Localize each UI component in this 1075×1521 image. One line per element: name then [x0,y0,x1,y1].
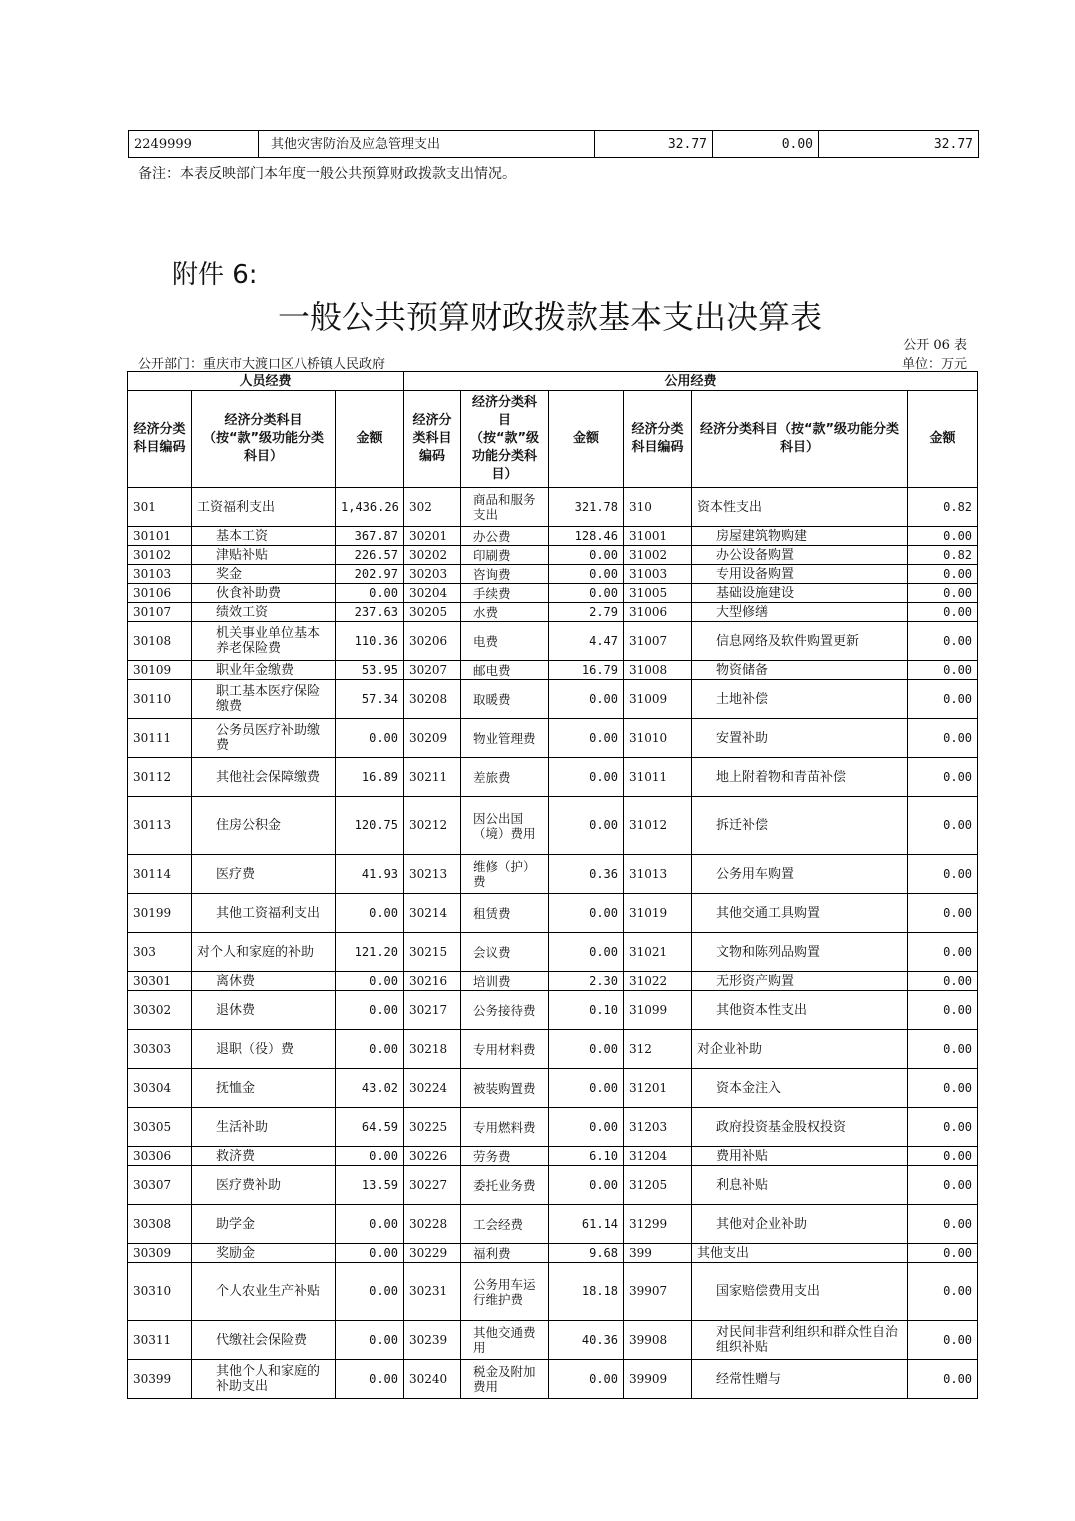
cell-amount-a: 0.00 [336,1360,404,1399]
cell-code-a: 30302 [128,991,192,1030]
cell-name-b: 专用材料费 [461,1030,549,1069]
cell-amount-c: 0.00 [908,1147,978,1166]
prev-value-2: 0.00 [713,131,819,158]
cell-name-c: 房屋建筑物购建 [692,527,908,546]
cell-name-b: 工会经费 [461,1205,549,1244]
prev-value-3: 32.77 [819,131,979,158]
cell-amount-a: 41.93 [336,855,404,894]
cell-name-a: 其他社会保障缴费 [192,758,336,797]
cell-name-a: 公务员医疗补助缴费 [192,719,336,758]
cell-code-a: 30305 [128,1108,192,1147]
col-amount-a: 金额 [336,391,404,488]
cell-code-b: 30226 [404,1147,461,1166]
cell-name-a: 津贴补贴 [192,546,336,565]
cell-code-c: 31007 [624,622,692,661]
table-row [128,894,978,933]
cell-code-b: 30231 [404,1263,461,1321]
col-code-c: 经济分类科目编码 [624,391,692,488]
cell-name-b: 取暖费 [461,680,549,719]
cell-code-a: 30308 [128,1205,192,1244]
group-public: 公用经费 [404,372,978,391]
cell-name-a: 个人农业生产补贴 [192,1263,336,1321]
cell-code-c: 31099 [624,991,692,1030]
cell-code-c: 31011 [624,758,692,797]
cell-name-b: 维修（护）费 [461,855,549,894]
cell-amount-c: 0.00 [908,1321,978,1360]
cell-code-a: 30307 [128,1166,192,1205]
cell-code-c: 31203 [624,1108,692,1147]
cell-name-a: 绩效工资 [192,603,336,622]
cell-amount-c: 0.00 [908,1263,978,1321]
cell-code-c: 31010 [624,719,692,758]
cell-amount-b: 2.30 [549,972,624,991]
attachment-label: 附件 6: [172,260,258,290]
cell-name-a: 基本工资 [192,527,336,546]
cell-amount-a: 0.00 [336,894,404,933]
table-row [128,972,978,991]
table-row [128,680,978,719]
cell-code-b: 30205 [404,603,461,622]
table-row [128,1069,978,1108]
cell-code-c: 31021 [624,933,692,972]
cell-amount-c: 0.00 [908,1030,978,1069]
cell-amount-b: 16.79 [549,661,624,680]
cell-code-b: 30218 [404,1030,461,1069]
cell-name-c: 安置补助 [692,719,908,758]
cell-amount-c: 0.00 [908,719,978,758]
cell-amount-b: 0.10 [549,991,624,1030]
cell-name-b: 公务用车运行维护费 [461,1263,549,1321]
page-title: 一般公共预算财政拨款基本支出决算表 [277,298,822,336]
cell-code-c: 399 [624,1244,692,1263]
cell-name-c: 其他支出 [692,1244,908,1263]
cell-code-c: 31022 [624,972,692,991]
table-row [129,131,979,158]
cell-name-b: 咨询费 [461,565,549,584]
cell-code-a: 301 [128,488,192,527]
cell-name-b: 印刷费 [461,546,549,565]
cell-code-c: 31204 [624,1147,692,1166]
cell-name-b: 物业管理费 [461,719,549,758]
cell-code-b: 30239 [404,1321,461,1360]
cell-amount-b: 0.00 [549,933,624,972]
cell-code-b: 30212 [404,797,461,855]
col-name-c: 经济分类科目（按“款”级功能分类科目） [692,391,908,488]
cell-name-c: 其他交通工具购置 [692,894,908,933]
cell-name-a: 医疗费补助 [192,1166,336,1205]
cell-amount-a: 57.34 [336,680,404,719]
cell-amount-c: 0.00 [908,797,978,855]
cell-amount-b: 2.79 [549,603,624,622]
col-amount-c: 金额 [908,391,978,488]
cell-name-a: 住房公积金 [192,797,336,855]
cell-name-b: 因公出国（境）费用 [461,797,549,855]
table-row [128,797,978,855]
table-row [128,1321,978,1360]
cell-name-a: 退职（役）费 [192,1030,336,1069]
cell-name-a: 其他工资福利支出 [192,894,336,933]
cell-name-c: 费用补贴 [692,1147,908,1166]
cell-name-a: 救济费 [192,1147,336,1166]
cell-amount-b: 61.14 [549,1205,624,1244]
cell-code-c: 310 [624,488,692,527]
cell-amount-b: 0.00 [549,797,624,855]
cell-code-a: 30301 [128,972,192,991]
previous-table-tail [128,130,979,158]
table-row [128,991,978,1030]
cell-amount-b: 40.36 [549,1321,624,1360]
cell-name-b: 会议费 [461,933,549,972]
cell-amount-c: 0.00 [908,527,978,546]
cell-code-b: 30203 [404,565,461,584]
cell-name-b: 手续费 [461,584,549,603]
table-row [128,1244,978,1263]
cell-amount-b: 0.00 [549,1030,624,1069]
cell-name-c: 利息补贴 [692,1166,908,1205]
cell-amount-c: 0.00 [908,584,978,603]
cell-name-b: 劳务费 [461,1147,549,1166]
table-row [128,1108,978,1147]
cell-amount-c: 0.00 [908,603,978,622]
cell-code-b: 30213 [404,855,461,894]
cell-code-a: 30114 [128,855,192,894]
cell-code-a: 30103 [128,565,192,584]
cell-name-c: 拆迁补偿 [692,797,908,855]
cell-amount-c: 0.00 [908,565,978,584]
cell-code-c: 39907 [624,1263,692,1321]
cell-name-b: 办公费 [461,527,549,546]
cell-name-c: 政府投资基金股权投资 [692,1108,908,1147]
table-row [128,1147,978,1166]
table-row [128,1030,978,1069]
cell-name-b: 差旅费 [461,758,549,797]
cell-code-a: 30107 [128,603,192,622]
cell-name-a: 代缴社会保险费 [192,1321,336,1360]
cell-amount-c: 0.00 [908,1205,978,1244]
cell-name-a: 退休费 [192,991,336,1030]
cell-code-c: 31012 [624,797,692,855]
cell-amount-c: 0.00 [908,1360,978,1399]
cell-amount-a: 202.97 [336,565,404,584]
cell-code-b: 30228 [404,1205,461,1244]
cell-name-c: 物资储备 [692,661,908,680]
prev-code: 2249999 [129,131,259,158]
table-row [128,758,978,797]
cell-amount-c: 0.00 [908,972,978,991]
cell-name-b: 税金及附加费用 [461,1360,549,1399]
cell-code-a: 30399 [128,1360,192,1399]
cell-name-c: 文物和陈列品购置 [692,933,908,972]
table-row [128,719,978,758]
table-row [128,622,978,661]
cell-amount-b: 0.00 [549,1166,624,1205]
cell-code-a: 30101 [128,527,192,546]
cell-code-c: 31006 [624,603,692,622]
cell-code-b: 30215 [404,933,461,972]
cell-code-b: 30207 [404,661,461,680]
col-code-b: 经济分类科目编码 [404,391,461,488]
cell-code-b: 30208 [404,680,461,719]
cell-code-a: 30111 [128,719,192,758]
cell-code-b: 30206 [404,622,461,661]
cell-code-a: 30304 [128,1069,192,1108]
cell-amount-a: 0.00 [336,1147,404,1166]
department: 公开部门：重庆市大渡口区八桥镇人民政府 [138,357,386,372]
cell-code-c: 31008 [624,661,692,680]
cell-name-c: 其他资本性支出 [692,991,908,1030]
cell-amount-c: 0.00 [908,855,978,894]
cell-name-a: 医疗费 [192,855,336,894]
cell-amount-a: 110.36 [336,622,404,661]
cell-name-a: 职工基本医疗保险缴费 [192,680,336,719]
table-row [128,565,978,584]
cell-name-c: 资本性支出 [692,488,908,527]
cell-amount-c: 0.00 [908,622,978,661]
cell-amount-c: 0.82 [908,546,978,565]
cell-code-b: 30201 [404,527,461,546]
cell-name-b: 福利费 [461,1244,549,1263]
cell-name-a: 对个人和家庭的补助 [192,933,336,972]
cell-name-c: 办公设备购置 [692,546,908,565]
cell-amount-b: 0.00 [549,894,624,933]
cell-code-c: 312 [624,1030,692,1069]
cell-name-b: 水费 [461,603,549,622]
cell-name-a: 奖金 [192,565,336,584]
table-row [128,933,978,972]
cell-amount-c: 0.00 [908,680,978,719]
cell-code-a: 30199 [128,894,192,933]
table-row [128,661,978,680]
cell-amount-a: 226.57 [336,546,404,565]
cell-code-c: 31205 [624,1166,692,1205]
cell-amount-a: 43.02 [336,1069,404,1108]
cell-name-b: 租赁费 [461,894,549,933]
cell-name-c: 专用设备购置 [692,565,908,584]
cell-name-c: 其他对企业补助 [692,1205,908,1244]
cell-amount-a: 13.59 [336,1166,404,1205]
cell-name-c: 资本金注入 [692,1069,908,1108]
cell-amount-b: 0.00 [549,1360,624,1399]
cell-name-c: 对民间非营利组织和群众性自治组织补贴 [692,1321,908,1360]
cell-amount-a: 1,436.26 [336,488,404,527]
table-row [128,1263,978,1321]
cell-amount-b: 9.68 [549,1244,624,1263]
col-amount-b: 金额 [549,391,624,488]
cell-amount-b: 321.78 [549,488,624,527]
cell-amount-b: 0.00 [549,584,624,603]
cell-amount-c: 0.00 [908,1108,978,1147]
prev-value-1: 32.77 [595,131,713,158]
cell-amount-c: 0.82 [908,488,978,527]
cell-code-a: 30110 [128,680,192,719]
cell-amount-c: 0.00 [908,1069,978,1108]
cell-name-c: 土地补偿 [692,680,908,719]
table-row [128,584,978,603]
cell-name-b: 商品和服务支出 [461,488,549,527]
cell-amount-c: 0.00 [908,1244,978,1263]
cell-name-a: 离休费 [192,972,336,991]
col-name-b: 经济分类科目（按“款”级功能分类科目） [461,391,549,488]
cell-name-b: 邮电费 [461,661,549,680]
cell-code-c: 39909 [624,1360,692,1399]
table-row [128,855,978,894]
cell-name-a: 生活补助 [192,1108,336,1147]
cell-amount-a: 0.00 [336,1244,404,1263]
cell-amount-b: 6.10 [549,1147,624,1166]
cell-name-b: 被装购置费 [461,1069,549,1108]
cell-amount-a: 237.63 [336,603,404,622]
cell-code-a: 30309 [128,1244,192,1263]
cell-code-a: 30306 [128,1147,192,1166]
cell-amount-a: 16.89 [336,758,404,797]
cell-code-b: 30202 [404,546,461,565]
cell-amount-a: 0.00 [336,719,404,758]
cell-amount-a: 0.00 [336,1205,404,1244]
cell-code-c: 31003 [624,565,692,584]
cell-code-c: 31201 [624,1069,692,1108]
cell-name-a: 助学金 [192,1205,336,1244]
table-row [128,1166,978,1205]
cell-code-b: 30224 [404,1069,461,1108]
table-row [128,527,978,546]
cell-name-a: 奖励金 [192,1244,336,1263]
cell-amount-a: 0.00 [336,1263,404,1321]
cell-code-a: 30109 [128,661,192,680]
cell-name-b: 委托业务费 [461,1166,549,1205]
cell-name-a: 其他个人和家庭的补助支出 [192,1360,336,1399]
table-number: 公开 06 表 [903,338,967,353]
cell-code-a: 303 [128,933,192,972]
cell-amount-a: 120.75 [336,797,404,855]
cell-code-a: 30113 [128,797,192,855]
cell-amount-b: 0.00 [549,680,624,719]
table-row [128,1205,978,1244]
cell-code-c: 31019 [624,894,692,933]
cell-amount-b: 0.00 [549,719,624,758]
cell-amount-b: 4.47 [549,622,624,661]
cell-amount-a: 64.59 [336,1108,404,1147]
table-row [128,546,978,565]
cell-code-b: 30225 [404,1108,461,1147]
cell-amount-b: 0.00 [549,1108,624,1147]
cell-code-a: 30311 [128,1321,192,1360]
cell-amount-b: 18.18 [549,1263,624,1321]
cell-amount-a: 0.00 [336,584,404,603]
cell-amount-a: 0.00 [336,1321,404,1360]
cell-name-c: 大型修缮 [692,603,908,622]
cell-amount-a: 0.00 [336,1030,404,1069]
cell-name-a: 伙食补助费 [192,584,336,603]
cell-name-c: 信息网络及软件购置更新 [692,622,908,661]
cell-name-a: 机关事业单位基本养老保险费 [192,622,336,661]
cell-name-a: 抚恤金 [192,1069,336,1108]
cell-code-a: 30106 [128,584,192,603]
cell-code-b: 302 [404,488,461,527]
col-code-a: 经济分类科目编码 [128,391,192,488]
group-header-row [128,372,978,391]
cell-amount-a: 367.87 [336,527,404,546]
cell-amount-b: 0.00 [549,546,624,565]
cell-code-a: 30108 [128,622,192,661]
cell-amount-b: 0.00 [549,1069,624,1108]
table-row [128,603,978,622]
cell-amount-b: 0.36 [549,855,624,894]
cell-name-a: 工资福利支出 [192,488,336,527]
group-personnel: 人员经费 [128,372,404,391]
cell-code-c: 31005 [624,584,692,603]
prev-name: 其他灾害防治及应急管理支出 [259,131,595,158]
cell-amount-b: 0.00 [549,565,624,584]
cell-code-c: 31013 [624,855,692,894]
cell-code-c: 31299 [624,1205,692,1244]
cell-amount-a: 121.20 [336,933,404,972]
prev-note: 备注：本表反映部门本年度一般公共预算财政拨款支出情况。 [138,166,516,182]
cell-code-a: 30102 [128,546,192,565]
cell-code-c: 31009 [624,680,692,719]
cell-amount-b: 0.00 [549,758,624,797]
cell-code-b: 30204 [404,584,461,603]
cell-name-c: 国家赔偿费用支出 [692,1263,908,1321]
cell-name-c: 无形资产购置 [692,972,908,991]
cell-amount-c: 0.00 [908,1166,978,1205]
cell-name-c: 地上附着物和青苗补偿 [692,758,908,797]
cell-name-b: 其他交通费用 [461,1321,549,1360]
unit-label: 单位：万元 [901,357,967,372]
basic-expenditure-table [127,371,978,1399]
cell-code-c: 31001 [624,527,692,546]
cell-name-c: 对企业补助 [692,1030,908,1069]
cell-code-b: 30240 [404,1360,461,1399]
cell-amount-b: 128.46 [549,527,624,546]
cell-amount-a: 0.00 [336,991,404,1030]
cell-name-a: 职业年金缴费 [192,661,336,680]
cell-code-b: 30217 [404,991,461,1030]
cell-code-b: 30216 [404,972,461,991]
cell-amount-c: 0.00 [908,991,978,1030]
cell-name-c: 公务用车购置 [692,855,908,894]
table-row [128,1360,978,1399]
cell-name-c: 基础设施建设 [692,584,908,603]
cell-amount-c: 0.00 [908,894,978,933]
cell-code-b: 30211 [404,758,461,797]
column-header-row [128,391,978,488]
cell-amount-c: 0.00 [908,933,978,972]
cell-code-b: 30227 [404,1166,461,1205]
cell-code-a: 30112 [128,758,192,797]
cell-amount-a: 0.00 [336,972,404,991]
cell-name-b: 培训费 [461,972,549,991]
cell-name-b: 专用燃料费 [461,1108,549,1147]
cell-code-b: 30214 [404,894,461,933]
cell-code-c: 31002 [624,546,692,565]
cell-amount-a: 53.95 [336,661,404,680]
cell-code-c: 39908 [624,1321,692,1360]
cell-amount-c: 0.00 [908,661,978,680]
cell-amount-c: 0.00 [908,758,978,797]
cell-name-b: 电费 [461,622,549,661]
cell-code-a: 30310 [128,1263,192,1321]
table-row [128,488,978,527]
cell-code-b: 30209 [404,719,461,758]
cell-name-c: 经常性赠与 [692,1360,908,1399]
cell-code-a: 30303 [128,1030,192,1069]
col-name-a: 经济分类科目（按“款”级功能分类科目） [192,391,336,488]
cell-name-b: 公务接待费 [461,991,549,1030]
cell-code-b: 30229 [404,1244,461,1263]
